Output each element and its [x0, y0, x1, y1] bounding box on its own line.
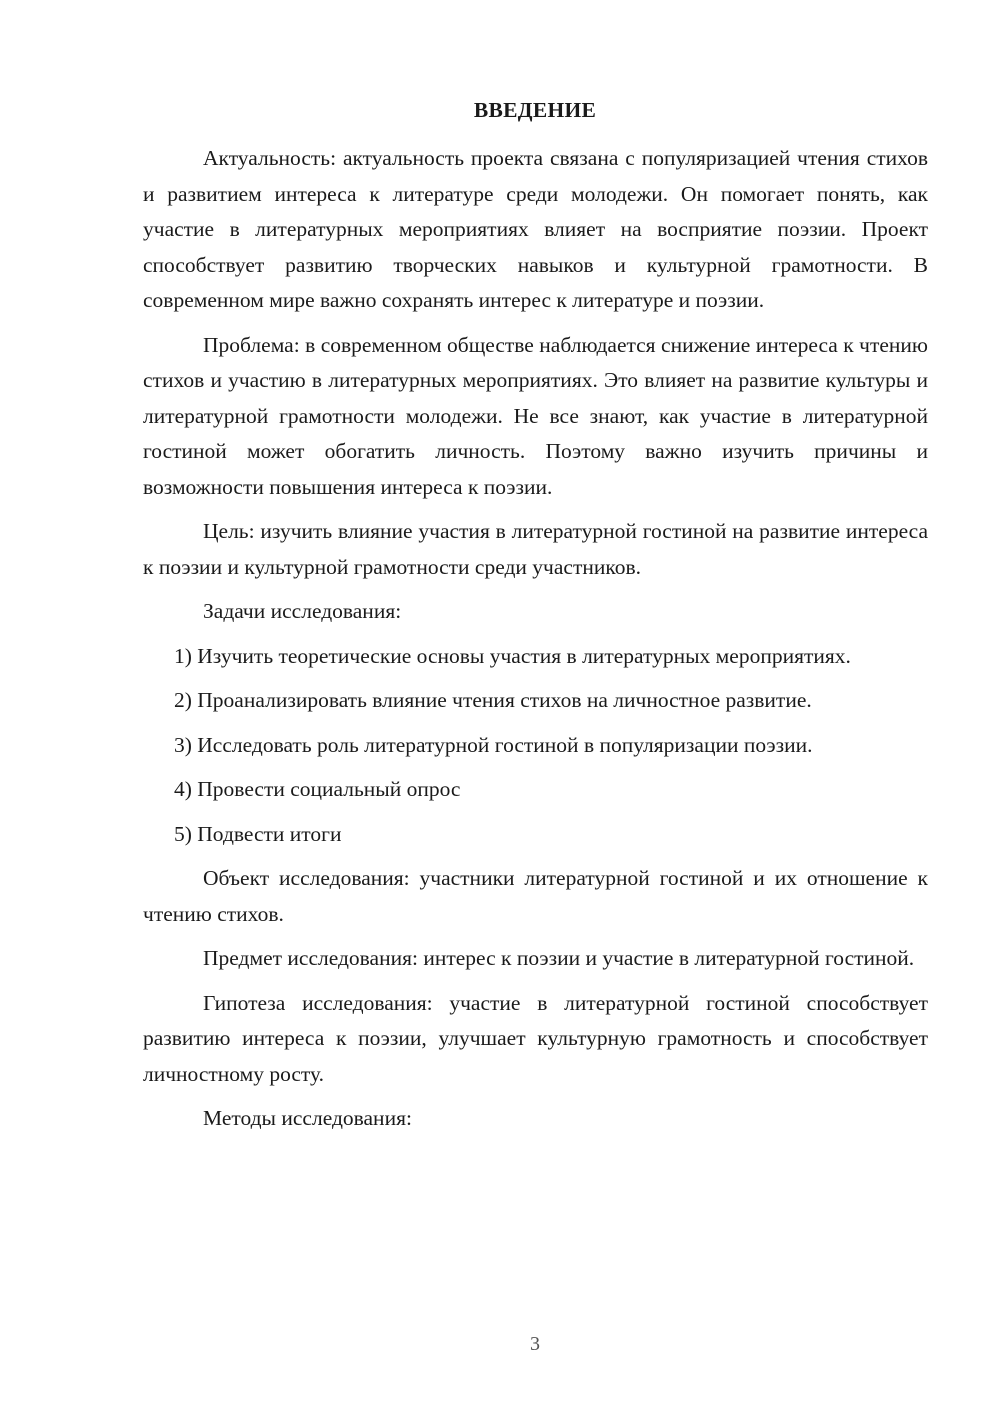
paragraph-tasks-heading: Задачи исследования:	[203, 599, 402, 623]
paragraph-problem: Проблема: в современном обществе наблюдается снижение интереса к чтению стихов и участию в литературных мероприятиях. Это влияет на развитие культуры и литературной грамотности молодежи. Не все знают, как участие в литературной гостиной может обогатить личность. Поэтому важно изучить причины и возможности повышения интереса к поэзии.	[143, 332, 928, 499]
paragraph-object: Объект исследования: участники литературной гостиной и их отношение к чтению стихов.	[143, 866, 928, 926]
task-item-1: 1) Изучить теоретические основы участия в литературных мероприятиях.	[174, 643, 851, 668]
page-title: ВВЕДЕНИЕ	[473, 98, 597, 122]
task-item-2: 2) Проанализировать влияние чтения стихов на личностное развитие.	[174, 688, 812, 712]
task-item-4: 4) Провести социальный опрос	[174, 777, 461, 801]
paragraph-relevance: Актуальность: актуальность проекта связана с популяризацией чтения стихов и развитием интереса к литературе среди молодежи. Он помогает понять, как участие в литературных мероприятиях влияет на восприятие поэзии. Проект способствует развитию творческих навыков и культурной грамотности. В современном мире важно сохранять интерес к литературе и поэзии.	[143, 146, 928, 312]
document-body	[143, 141, 928, 1146]
task-item-5: 5) Подвести итоги	[174, 821, 342, 846]
paragraph-methods: Методы исследования:	[203, 1106, 412, 1130]
page-number: 3	[530, 1333, 540, 1355]
task-item-3: 3) Исследовать роль литературной гостиной в популяризации поэзии.	[174, 732, 813, 757]
paragraph-subject: Предмет исследования: интерес к поэзии и участие в литературной гостиной.	[203, 946, 915, 970]
paragraph-hypothesis: Гипотеза исследования: участие в литературной гостиной способствует развитию интереса к поэзии, улучшает культурную грамотность и способствует личностному росту.	[143, 990, 928, 1086]
paragraph-goal: Цель: изучить влияние участия в литературной гостиной на развитие интереса к поэзии и культурной грамотности среди участников.	[143, 519, 928, 579]
